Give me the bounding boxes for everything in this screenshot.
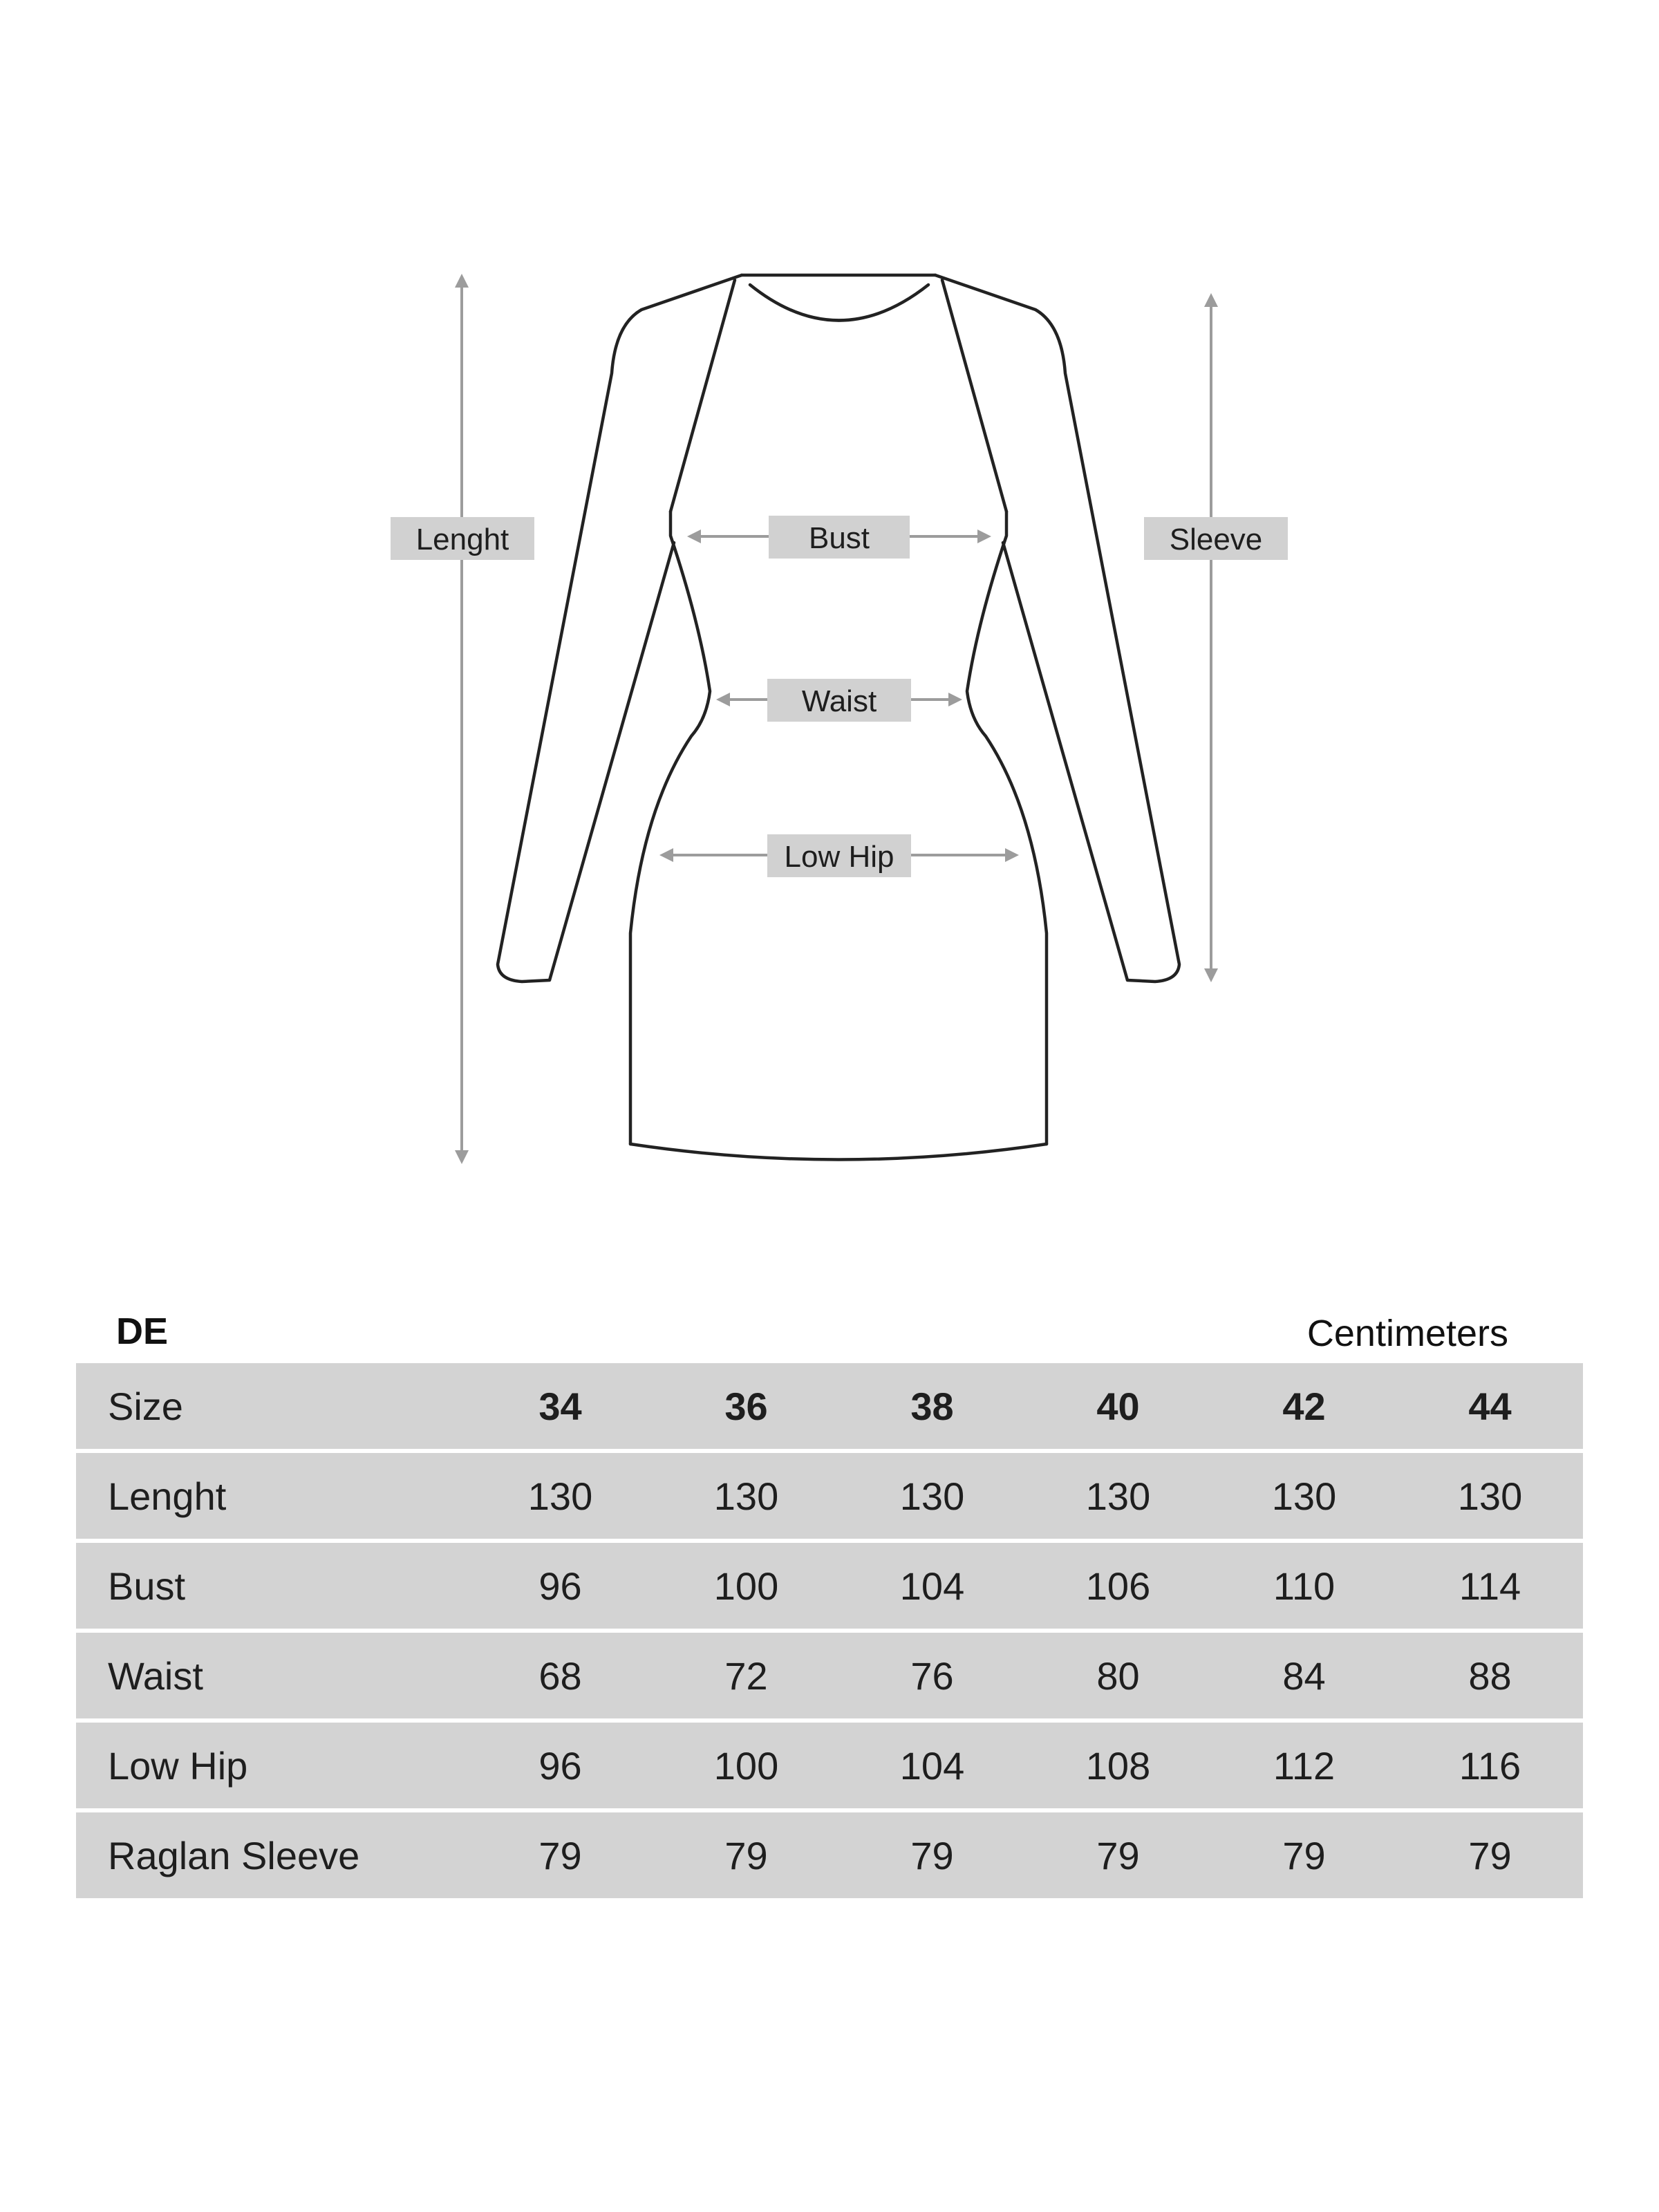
table-cell: 79 <box>653 1812 839 1898</box>
table-cell: 108 <box>1025 1723 1211 1812</box>
row-label: Lenght <box>76 1453 467 1543</box>
low-hip-label <box>767 834 911 877</box>
bust-label-text: Bust <box>808 521 870 555</box>
size-chart-table <box>76 1363 1583 1898</box>
table-cell: 88 <box>1397 1633 1583 1723</box>
size-40: 40 <box>1025 1363 1211 1453</box>
table-row-length <box>76 1453 1583 1543</box>
sleeve-label <box>1144 517 1288 560</box>
table-cell: 79 <box>1211 1812 1397 1898</box>
table-cell: 114 <box>1397 1543 1583 1633</box>
table-cell: 130 <box>1025 1453 1211 1543</box>
table-cell: 76 <box>839 1633 1025 1723</box>
table-cell: 100 <box>653 1723 839 1812</box>
row-label: Raglan Sleeve <box>76 1812 467 1898</box>
table-cell: 130 <box>1211 1453 1397 1543</box>
size-44: 44 <box>1397 1363 1583 1453</box>
size-36: 36 <box>653 1363 839 1453</box>
table-cell: 104 <box>839 1723 1025 1812</box>
table-row-bust <box>76 1543 1583 1633</box>
table-cell: 130 <box>467 1453 653 1543</box>
table-cell: 96 <box>467 1543 653 1633</box>
waist-label <box>767 679 911 722</box>
length-label-text: Lenght <box>415 523 509 556</box>
table-cell: 130 <box>1397 1453 1583 1543</box>
bust-label <box>769 516 910 559</box>
region-label: DE <box>116 1311 169 1352</box>
table-cell: 79 <box>839 1812 1025 1898</box>
low-hip-label-text: Low Hip <box>784 840 894 874</box>
table-cell: 72 <box>653 1633 839 1723</box>
table-row-raglan-sleeve <box>76 1812 1583 1898</box>
table-cell: 84 <box>1211 1633 1397 1723</box>
table-cell: 68 <box>467 1633 653 1723</box>
table-cell: 130 <box>653 1453 839 1543</box>
table-cell: 112 <box>1211 1723 1397 1812</box>
unit-label: Centimeters <box>1306 1313 1508 1354</box>
length-arrow <box>455 274 469 1164</box>
table-row-waist <box>76 1633 1583 1723</box>
size-38: 38 <box>839 1363 1025 1453</box>
size-34: 34 <box>467 1363 653 1453</box>
table-cell: 104 <box>839 1543 1025 1633</box>
table-cell: 96 <box>467 1723 653 1812</box>
table-cell: 80 <box>1025 1633 1211 1723</box>
table-cell: 79 <box>467 1812 653 1898</box>
size-header-label: Size <box>76 1363 467 1453</box>
table-cell: 79 <box>1397 1812 1583 1898</box>
size-42: 42 <box>1211 1363 1397 1453</box>
table-cell: 100 <box>653 1543 839 1633</box>
size-header-row <box>76 1363 1583 1453</box>
sleeve-arrow <box>1204 293 1218 982</box>
table-cell: 130 <box>839 1453 1025 1543</box>
table-cell: 110 <box>1211 1543 1397 1633</box>
waist-label-text: Waist <box>801 684 877 718</box>
table-cell: 116 <box>1397 1723 1583 1812</box>
table-cell: 106 <box>1025 1543 1211 1633</box>
length-label <box>391 517 534 560</box>
row-label: Low Hip <box>76 1723 467 1812</box>
table-cell: 79 <box>1025 1812 1211 1898</box>
sleeve-label-text: Sleeve <box>1169 523 1263 556</box>
row-label: Waist <box>76 1633 467 1723</box>
table-row-low-hip <box>76 1723 1583 1812</box>
row-label: Bust <box>76 1543 467 1633</box>
